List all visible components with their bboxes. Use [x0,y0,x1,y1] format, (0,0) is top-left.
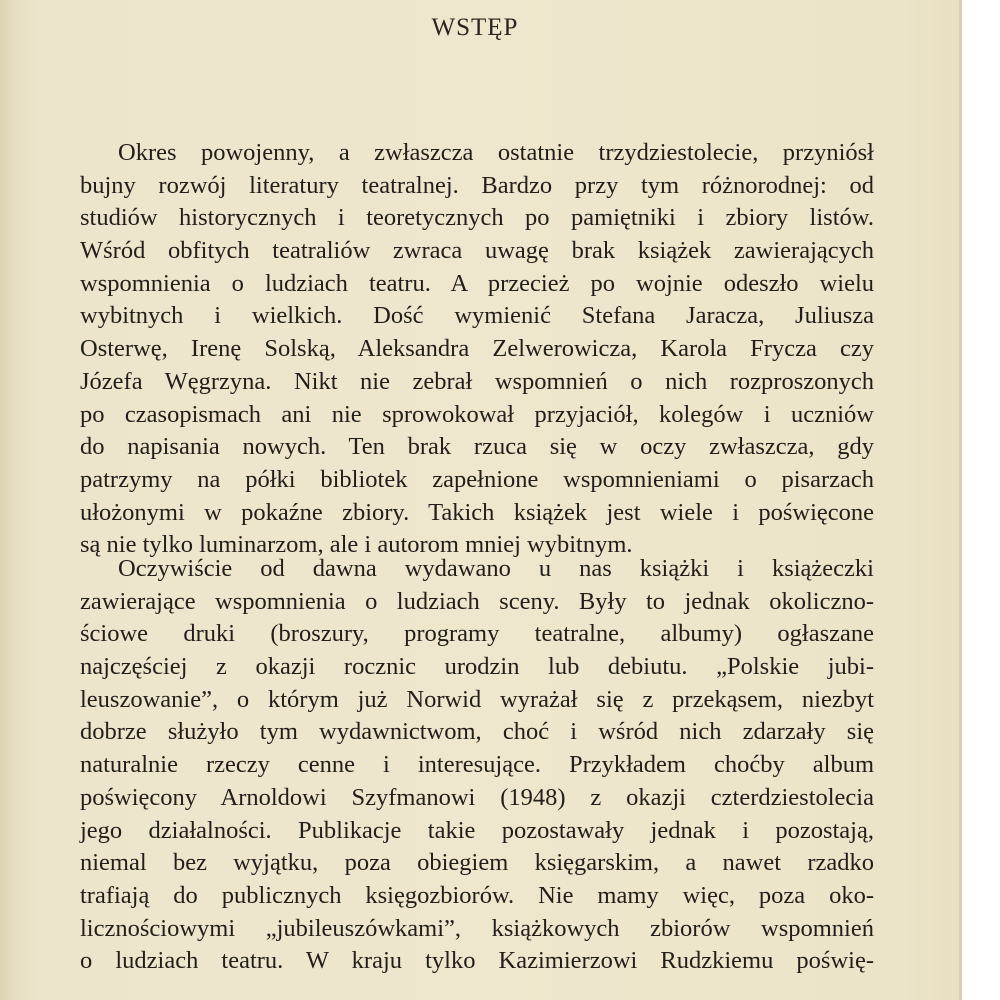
text-line: poświęcony Arnoldowi Szyfmanowi (1948) z okazji czterdziestolecia [80,783,874,811]
text-line: wybitnych i wielkich. Dość wymienić Stefana Jaracza, Juliusza [80,302,874,330]
text-line: niemal bez wyjątku, poza obiegiem księgarskim, a nawet rzadko [80,849,874,877]
text-line: patrzymy na półki bibliotek zapełnione wspomnieniami o pisarzach [80,465,874,493]
text-line: Oczywiście od dawna wydawano u nas książki i książeczki [118,555,874,582]
text-line: o ludziach teatru. W kraju tylko Kazimierzowi Rudzkiemu poświę- [80,947,874,975]
text-line: trafiają do publicznych księgozbiorów. Nie mamy więc, poza oko- [80,881,874,909]
text-line: studiów historycznych i teoretycznych po pamiętniki i zbiory listów. [80,204,874,232]
text-line: po czasopismach ani nie sprowokował przyjaciół, kolegów i uczniów [80,400,874,428]
text-line: dobrze służyło tym wydawnictwom, choć i wśród nich zdarzały się [80,718,874,746]
text-line: najczęściej z okazji rocznic urodzin lub debiutu. „Polskie jubi- [80,653,874,681]
text-line: do napisania nowych. Ten brak rzuca się w oczy zwłaszcza, gdy [80,433,874,461]
text-line: zawierające wspomnienia o ludziach sceny. Były to jednak okoliczno- [80,587,874,615]
paragraph-1 [80,137,874,562]
text-line: naturalnie rzeczy cenne i interesujące. Przykładem choćby album [80,751,874,779]
text-line: jego działalności. Publikacje takie pozostawały jednak i pozostają, [80,816,874,844]
paragraph-2 [80,553,874,978]
chapter-heading: WSTĘP [431,14,519,41]
text-line: są nie tylko luminarzom, ale i autorom mniej wybitnym. [80,531,633,559]
text-line: Józefa Węgrzyna. Nikt nie zebrał wspomnień o nich rozproszonych [80,367,874,395]
text-line: bujny rozwój literatury teatralnej. Bardzo przy tym różnorodnej: od [80,171,874,199]
text-line: ułożonymi w pokaźne zbiory. Takich książek jest wiele i poświęcone [80,498,874,526]
text-line: Okres powojenny, a zwłaszcza ostatnie trzydziestolecie, przyniósł [118,139,874,166]
text-line: licznościowymi „jubileuszówkami”, książkowych zbiorów wspomnień [80,914,874,942]
text-line: wspomnienia o ludziach teatru. A przecież po wojnie odeszło wielu [80,269,874,297]
text-line: Wśród obfitych teatraliów zwraca uwagę brak książek zawierających [80,237,874,265]
page-edge [959,0,962,1000]
text-line: leuszowanie”, o którym już Norwid wyrażał się z przekąsem, niezbyt [80,685,874,713]
text-line: Osterwę, Irenę Solską, Aleksandra Zelwerowicza, Karola Frycza czy [80,335,874,363]
text-line: ściowe druki (broszury, programy teatralne, albumy) ogłaszane [80,620,874,648]
